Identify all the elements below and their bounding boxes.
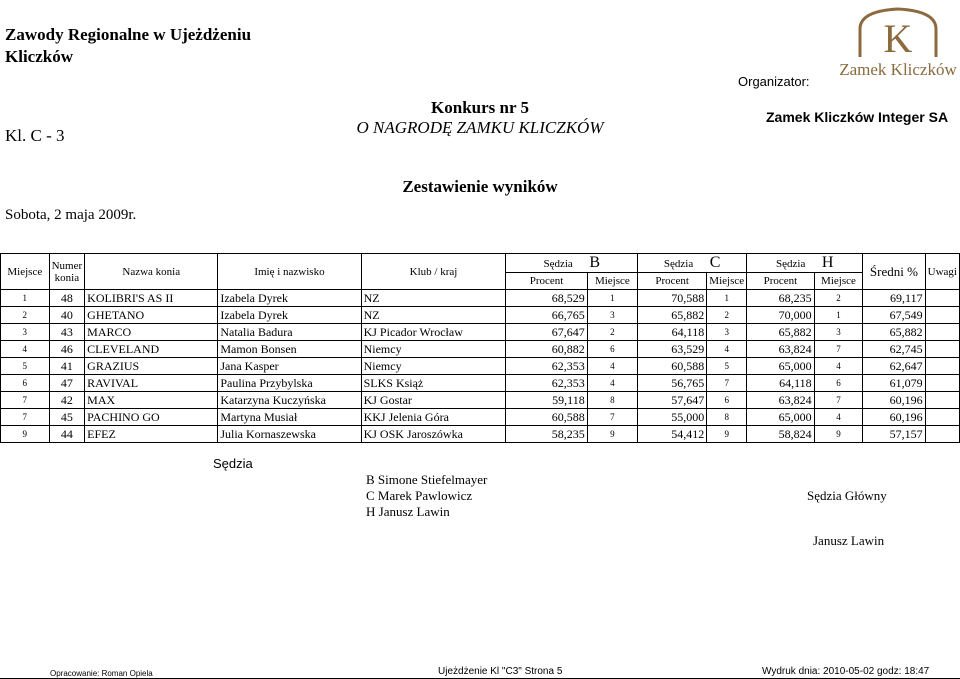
row-b-percent: 58,235 bbox=[506, 426, 587, 443]
table-row bbox=[1, 307, 960, 324]
row-number: 48 bbox=[49, 290, 85, 307]
row-c-percent: 65,882 bbox=[638, 307, 707, 324]
row-h-percent: 64,118 bbox=[747, 375, 814, 392]
col-rider: Imię i nazwisko bbox=[218, 254, 361, 290]
row-b-percent: 60,588 bbox=[506, 409, 587, 426]
row-number: 43 bbox=[49, 324, 85, 341]
row-b-percent: 67,647 bbox=[506, 324, 587, 341]
row-b-place: 4 bbox=[587, 375, 637, 392]
results-table bbox=[0, 253, 960, 443]
row-h-place: 2 bbox=[814, 290, 863, 307]
row-c-percent: 57,647 bbox=[638, 392, 707, 409]
svg-text:Zamek Kliczków: Zamek Kliczków bbox=[839, 60, 957, 79]
row-c-percent: 56,765 bbox=[638, 375, 707, 392]
row-club: NZ bbox=[361, 290, 506, 307]
judges-label: Sędzia bbox=[213, 456, 253, 471]
row-place: 2 bbox=[1, 307, 50, 324]
organizer-name: Zamek Kliczków Integer SA bbox=[766, 109, 949, 125]
summary-title: Zestawienie wyników bbox=[402, 177, 558, 196]
row-average: 60,196 bbox=[863, 409, 925, 426]
row-notes bbox=[925, 375, 959, 392]
row-h-place: 3 bbox=[814, 324, 863, 341]
table-row bbox=[1, 392, 960, 409]
row-c-place: 5 bbox=[707, 358, 747, 375]
row-place: 7 bbox=[1, 392, 50, 409]
event-title-line2: Kliczków bbox=[5, 47, 73, 66]
row-average: 65,882 bbox=[863, 324, 925, 341]
col-judge-b: Sędzia B bbox=[506, 254, 638, 273]
results-body bbox=[1, 290, 960, 443]
row-horse: PACHINO GO bbox=[85, 409, 218, 426]
row-place: 3 bbox=[1, 324, 50, 341]
row-rider: Izabela Dyrek bbox=[218, 290, 361, 307]
row-rider: Izabela Dyrek bbox=[218, 307, 361, 324]
row-b-place: 4 bbox=[587, 358, 637, 375]
row-c-percent: 64,118 bbox=[638, 324, 707, 341]
row-rider: Mamon Bonsen bbox=[218, 341, 361, 358]
row-h-percent: 65,882 bbox=[747, 324, 814, 341]
row-club: KJ OSK Jaroszówka bbox=[361, 426, 506, 443]
row-place: 5 bbox=[1, 358, 50, 375]
table-row bbox=[1, 324, 960, 341]
row-h-percent: 65,000 bbox=[747, 409, 814, 426]
table-row bbox=[1, 409, 960, 426]
row-b-percent: 59,118 bbox=[506, 392, 587, 409]
row-h-percent: 68,235 bbox=[747, 290, 814, 307]
chief-judge-name: Janusz Lawin bbox=[813, 533, 885, 548]
row-c-place: 7 bbox=[707, 375, 747, 392]
row-club: KJ Gostar bbox=[361, 392, 506, 409]
col-h-place: Miejsce bbox=[814, 273, 863, 290]
row-rider: Jana Kasper bbox=[218, 358, 361, 375]
col-club: Klub / kraj bbox=[361, 254, 506, 290]
table-row bbox=[1, 341, 960, 358]
row-b-place: 6 bbox=[587, 341, 637, 358]
row-number: 45 bbox=[49, 409, 85, 426]
footer-prepared: Opracowanie: Roman Opiela bbox=[50, 669, 153, 678]
contest-heading bbox=[340, 98, 620, 138]
row-b-place: 9 bbox=[587, 426, 637, 443]
row-rider: Natalia Badura bbox=[218, 324, 361, 341]
row-rider: Katarzyna Kuczyńska bbox=[218, 392, 361, 409]
footer-page: Ujeżdżenie Kl "C3" Strona 5 bbox=[438, 666, 563, 677]
row-horse: MARCO bbox=[85, 324, 218, 341]
row-h-percent: 58,824 bbox=[747, 426, 814, 443]
row-number: 40 bbox=[49, 307, 85, 324]
row-notes bbox=[925, 341, 959, 358]
row-club: Niemcy bbox=[361, 358, 506, 375]
row-rider: Martyna Musiał bbox=[218, 409, 361, 426]
row-h-place: 1 bbox=[814, 307, 863, 324]
row-club: NZ bbox=[361, 307, 506, 324]
row-c-place: 9 bbox=[707, 426, 747, 443]
row-rider: Julia Kornaszewska bbox=[218, 426, 361, 443]
row-notes bbox=[925, 324, 959, 341]
table-row bbox=[1, 358, 960, 375]
chief-judge-label: Sędzia Główny bbox=[807, 488, 887, 503]
row-average: 61,079 bbox=[863, 375, 925, 392]
col-notes: Uwagi bbox=[925, 254, 959, 290]
row-h-percent: 63,824 bbox=[747, 341, 814, 358]
row-average: 62,745 bbox=[863, 341, 925, 358]
row-c-percent: 63,529 bbox=[638, 341, 707, 358]
row-average: 62,647 bbox=[863, 358, 925, 375]
event-title-line1: Zawody Regionalne w Ujeżdżeniu bbox=[5, 25, 252, 44]
row-c-place: 8 bbox=[707, 409, 747, 426]
event-date: Sobota, 2 maja 2009r. bbox=[5, 207, 137, 223]
row-b-percent: 68,529 bbox=[506, 290, 587, 307]
row-number: 47 bbox=[49, 375, 85, 392]
row-average: 60,196 bbox=[863, 392, 925, 409]
row-club: SLKS Książ bbox=[361, 375, 506, 392]
col-horse: Nazwa konia bbox=[85, 254, 218, 290]
row-horse: GRAZIUS bbox=[85, 358, 218, 375]
row-b-place: 8 bbox=[587, 392, 637, 409]
row-c-percent: 55,000 bbox=[638, 409, 707, 426]
row-h-place: 6 bbox=[814, 375, 863, 392]
row-c-place: 2 bbox=[707, 307, 747, 324]
judge-c: C Marek Pawlowicz bbox=[366, 488, 473, 503]
row-horse: MAX bbox=[85, 392, 218, 409]
row-horse: RAVIVAL bbox=[85, 375, 218, 392]
contest-name: Konkurs nr 5 bbox=[431, 98, 529, 117]
row-place: 6 bbox=[1, 375, 50, 392]
row-average: 67,549 bbox=[863, 307, 925, 324]
row-c-percent: 70,588 bbox=[638, 290, 707, 307]
row-h-place: 4 bbox=[814, 409, 863, 426]
col-judge-h: Sędzia H bbox=[747, 254, 863, 273]
row-number: 42 bbox=[49, 392, 85, 409]
col-average: Średni % bbox=[863, 254, 925, 290]
col-place: Miejsce bbox=[1, 254, 50, 290]
row-horse: EFEZ bbox=[85, 426, 218, 443]
row-place: 1 bbox=[1, 290, 50, 307]
row-place: 7 bbox=[1, 409, 50, 426]
zamek-kliczkow-logo bbox=[838, 5, 958, 83]
col-number: Numer konia bbox=[49, 254, 85, 290]
row-b-place: 3 bbox=[587, 307, 637, 324]
row-notes bbox=[925, 307, 959, 324]
row-rider: Paulina Przybylska bbox=[218, 375, 361, 392]
class-label: Kl. C - 3 bbox=[5, 126, 65, 145]
row-club: KJ Picador Wrocław bbox=[361, 324, 506, 341]
organizer-label: Organizator: bbox=[738, 74, 810, 89]
table-row bbox=[1, 290, 960, 307]
event-title bbox=[5, 24, 251, 68]
row-notes bbox=[925, 426, 959, 443]
row-c-place: 4 bbox=[707, 341, 747, 358]
col-c-place: Miejsce bbox=[707, 273, 747, 290]
row-c-place: 6 bbox=[707, 392, 747, 409]
row-horse: CLEVELAND bbox=[85, 341, 218, 358]
row-place: 9 bbox=[1, 426, 50, 443]
row-c-place: 1 bbox=[707, 290, 747, 307]
col-h-percent: Procent bbox=[747, 273, 814, 290]
row-h-place: 7 bbox=[814, 341, 863, 358]
col-b-place: Miejsce bbox=[587, 273, 637, 290]
table-row bbox=[1, 375, 960, 392]
row-place: 4 bbox=[1, 341, 50, 358]
row-average: 69,117 bbox=[863, 290, 925, 307]
row-c-percent: 54,412 bbox=[638, 426, 707, 443]
judge-b: B Simone Stiefelmayer bbox=[366, 472, 488, 487]
judge-h: H Janusz Lawin bbox=[366, 504, 450, 519]
row-number: 41 bbox=[49, 358, 85, 375]
row-notes bbox=[925, 358, 959, 375]
col-judge-c: Sędzia C bbox=[638, 254, 747, 273]
table-row bbox=[1, 426, 960, 443]
row-horse: KOLIBRI'S AS II bbox=[85, 290, 218, 307]
row-b-percent: 62,353 bbox=[506, 358, 587, 375]
row-average: 57,157 bbox=[863, 426, 925, 443]
svg-text:K: K bbox=[883, 16, 913, 61]
row-h-place: 4 bbox=[814, 358, 863, 375]
row-horse: GHETANO bbox=[85, 307, 218, 324]
footer-printed: Wydruk dnia: 2010-05-02 godz: 18:47 bbox=[762, 666, 930, 677]
row-b-percent: 60,882 bbox=[506, 341, 587, 358]
row-b-percent: 66,765 bbox=[506, 307, 587, 324]
row-club: KKJ Jelenia Góra bbox=[361, 409, 506, 426]
header-row-1 bbox=[1, 254, 960, 273]
row-h-percent: 70,000 bbox=[747, 307, 814, 324]
contest-subtitle: O NAGRODĘ ZAMKU KLICZKÓW bbox=[356, 118, 604, 137]
row-number: 44 bbox=[49, 426, 85, 443]
row-h-place: 7 bbox=[814, 392, 863, 409]
row-h-percent: 65,000 bbox=[747, 358, 814, 375]
row-b-place: 7 bbox=[587, 409, 637, 426]
row-notes bbox=[925, 409, 959, 426]
row-b-percent: 62,353 bbox=[506, 375, 587, 392]
row-c-percent: 60,588 bbox=[638, 358, 707, 375]
col-b-percent: Procent bbox=[506, 273, 587, 290]
col-c-percent: Procent bbox=[638, 273, 707, 290]
row-h-percent: 63,824 bbox=[747, 392, 814, 409]
row-b-place: 1 bbox=[587, 290, 637, 307]
row-notes bbox=[925, 290, 959, 307]
row-number: 46 bbox=[49, 341, 85, 358]
row-club: Niemcy bbox=[361, 341, 506, 358]
row-c-place: 3 bbox=[707, 324, 747, 341]
row-b-place: 2 bbox=[587, 324, 637, 341]
row-notes bbox=[925, 392, 959, 409]
row-h-place: 9 bbox=[814, 426, 863, 443]
